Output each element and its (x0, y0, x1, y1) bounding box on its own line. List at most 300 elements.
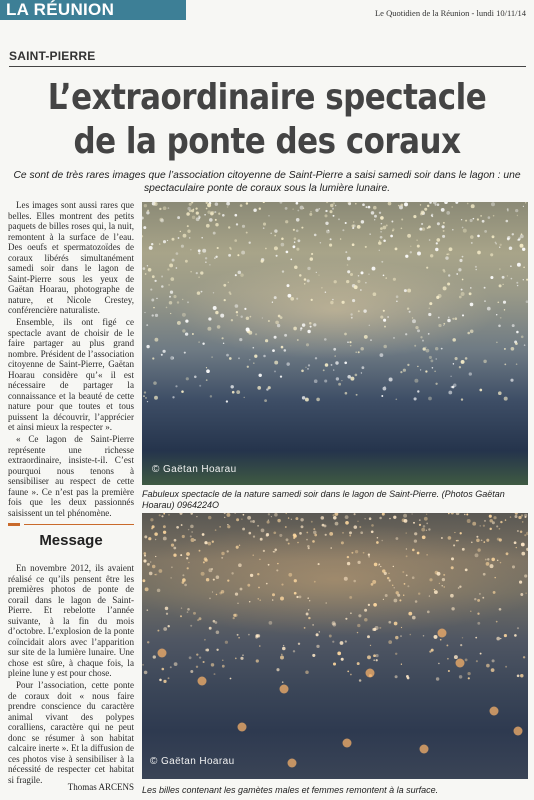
spawn-particle (401, 227, 403, 229)
spawn-particle (177, 321, 181, 325)
spawn-particle (233, 617, 235, 619)
spawn-particle (362, 203, 365, 206)
spawn-particle (236, 390, 240, 394)
spawn-particle (383, 345, 387, 349)
spawn-particle (426, 514, 427, 515)
spawn-particle (260, 538, 263, 541)
spawn-particle (351, 317, 353, 319)
spawn-particle (499, 247, 500, 248)
spawn-particle (350, 313, 352, 315)
spawn-particle (170, 666, 172, 668)
spawn-particle (276, 668, 279, 671)
spawn-particle (226, 400, 228, 402)
spawn-particle (161, 515, 163, 517)
spawn-particle (305, 398, 309, 402)
spawn-particle (367, 635, 370, 638)
spawn-particle (345, 222, 347, 224)
spawn-particle (438, 324, 441, 327)
body-column-1 (8, 200, 134, 519)
spawn-particle (213, 579, 215, 581)
spawn-particle (235, 592, 238, 595)
spawn-particle (161, 285, 164, 288)
spawn-particle (217, 247, 219, 249)
spawn-particle (246, 317, 249, 320)
spawn-particle (500, 244, 502, 246)
spawn-particle (249, 359, 250, 360)
spawn-particle (145, 397, 147, 399)
spawn-particle (479, 389, 482, 392)
spawn-particle (470, 611, 471, 612)
spawn-particle (431, 360, 434, 363)
spawn-particle (293, 245, 296, 248)
spawn-particle (407, 364, 409, 366)
spawn-particle (153, 655, 156, 658)
spawn-particle (144, 391, 146, 393)
spawn-particle (354, 513, 356, 515)
spawn-particle (189, 656, 192, 659)
spawn-particle (434, 590, 438, 594)
spawn-particle (219, 526, 220, 527)
spawn-particle (431, 215, 433, 217)
spawn-particle (515, 342, 518, 345)
spawn-particle (142, 664, 144, 666)
spawn-particle (504, 363, 506, 365)
spawn-particle (440, 639, 442, 641)
spawn-particle (477, 218, 479, 220)
spawn-particle (353, 221, 354, 222)
spawn-particle (439, 583, 440, 584)
spawn-particle (436, 296, 439, 299)
spawn-particle (147, 265, 148, 266)
spawn-particle (240, 657, 243, 660)
spawn-particle (240, 204, 243, 207)
spawn-particle (489, 528, 491, 530)
spawn-particle (467, 672, 470, 675)
spawn-particle (443, 230, 445, 232)
spawn-particle (240, 588, 243, 591)
spawn-particle (476, 660, 478, 662)
spawn-particle (236, 223, 238, 225)
spawn-particle (323, 369, 325, 371)
spawn-particle (155, 314, 158, 317)
spawn-particle (308, 609, 309, 610)
spawn-particle (222, 214, 225, 217)
article-lead: Ce sont de très rares images que l’association citoyenne de Saint-Pierre a saisi samedi soir dans le lagon : une spectaculaire ponte de coraux sous la lumière lunaire. (13, 170, 521, 194)
spawn-particle (169, 296, 171, 298)
spawn-particle (402, 571, 404, 573)
spawn-particle (182, 581, 185, 584)
spawn-particle (520, 674, 523, 677)
spawn-particle (383, 239, 386, 242)
spawn-particle (347, 341, 349, 343)
spawn-particle (386, 224, 388, 226)
spawn-particle (475, 553, 479, 557)
spawn-particle (470, 287, 472, 289)
spawn-particle (499, 268, 500, 269)
spawn-particle (189, 237, 191, 239)
spawn-particle (379, 212, 381, 214)
spawn-particle (504, 348, 506, 350)
spawn-particle (522, 248, 525, 251)
spawn-particle (370, 339, 372, 341)
spawn-particle (443, 586, 444, 587)
spawn-particle (510, 516, 511, 517)
spawn-particle (293, 650, 295, 652)
spawn-particle (180, 615, 182, 617)
spawn-particle (190, 513, 192, 515)
spawn-particle (366, 669, 375, 678)
spawn-particle (202, 249, 206, 253)
spawn-particle (380, 231, 382, 233)
kicker-rule (9, 66, 526, 67)
spawn-particle (305, 367, 306, 368)
spawn-particle (376, 541, 379, 544)
spawn-particle (193, 612, 196, 615)
spawn-particle (497, 560, 498, 561)
spawn-particle (429, 239, 431, 241)
spawn-particle (286, 251, 289, 254)
spawn-particle (382, 513, 385, 516)
spawn-particle (174, 539, 177, 542)
spawn-particle (209, 598, 211, 600)
spawn-particle (352, 225, 355, 228)
spawn-particle (524, 574, 527, 577)
spawn-particle (393, 516, 396, 519)
spawn-particle (209, 264, 211, 266)
spawn-particle (448, 536, 452, 540)
spawn-particle (432, 367, 434, 369)
spawn-particle (477, 599, 480, 602)
spawn-particle (486, 539, 489, 542)
spawn-particle (144, 312, 145, 313)
spawn-particle (167, 625, 169, 627)
spawn-particle (492, 235, 495, 238)
spawn-particle (420, 745, 429, 754)
spawn-particle (228, 226, 230, 228)
spawn-particle (307, 597, 309, 599)
spawn-particle (302, 323, 305, 326)
spawn-particle (290, 259, 292, 261)
spawn-particle (373, 206, 377, 210)
spawn-particle (150, 289, 152, 291)
spawn-particle (300, 206, 304, 210)
spawn-particle (404, 583, 406, 585)
spawn-particle (276, 255, 278, 257)
spawn-particle (422, 535, 426, 539)
article-kicker: SAINT-PIERRE (9, 49, 96, 63)
spawn-particle (147, 401, 148, 402)
spawn-particle (174, 662, 178, 666)
spawn-particle (448, 391, 452, 395)
spawn-particle (286, 513, 287, 514)
spawn-particle (420, 336, 422, 338)
spawn-particle (320, 242, 321, 243)
spawn-particle (325, 222, 328, 225)
spawn-particle (410, 246, 411, 247)
spawn-particle (414, 397, 417, 400)
spawn-particle (392, 585, 394, 587)
spawn-particle (155, 338, 159, 342)
spawn-particle (381, 261, 383, 263)
spawn-particle (222, 337, 224, 339)
spawn-particle (236, 314, 238, 316)
spawn-particle (345, 392, 348, 395)
spawn-particle (363, 309, 366, 312)
spawn-particle (404, 519, 408, 523)
spawn-particle (187, 207, 190, 210)
spawn-particle (348, 202, 351, 205)
spawn-particle (218, 213, 220, 215)
spawn-particle (442, 578, 445, 581)
spawn-particle (149, 572, 153, 576)
spawn-particle (461, 292, 465, 296)
spawn-particle (247, 366, 249, 368)
spawn-particle (326, 230, 330, 234)
spawn-particle (236, 546, 239, 549)
spawn-particle (358, 275, 360, 277)
spawn-particle (357, 662, 360, 665)
spawn-particle (471, 242, 473, 244)
spawn-particle (491, 202, 495, 206)
spawn-particle (329, 244, 332, 247)
spawn-particle (198, 252, 200, 254)
spawn-particle (330, 547, 332, 549)
spawn-particle (479, 593, 481, 595)
spawn-particle (465, 569, 468, 572)
spawn-particle (187, 608, 190, 611)
spawn-particle (332, 299, 334, 301)
spawn-particle (419, 519, 421, 521)
spawn-particle (185, 319, 188, 322)
spawn-particle (299, 274, 302, 277)
spawn-particle (421, 528, 425, 532)
spawn-particle (503, 301, 506, 304)
spawn-particle (167, 268, 169, 270)
spawn-particle (401, 664, 402, 665)
spawn-particle (438, 663, 439, 664)
spawn-particle (454, 532, 455, 533)
spawn-particle (459, 675, 462, 678)
spawn-particle (250, 316, 252, 318)
spawn-particle (274, 361, 278, 365)
spawn-particle (370, 645, 371, 646)
spawn-particle (282, 270, 284, 272)
spawn-particle (298, 643, 300, 645)
spawn-particle (383, 319, 386, 322)
spawn-particle (523, 206, 524, 207)
spawn-particle (342, 532, 343, 533)
spawn-particle (398, 205, 400, 207)
subhead-title: Message (39, 532, 103, 549)
spawn-particle (202, 343, 204, 345)
spawn-particle (181, 607, 182, 608)
spawn-particle (469, 372, 472, 375)
spawn-particle (223, 284, 226, 287)
spawn-particle (335, 205, 337, 207)
spawn-particle (374, 219, 375, 220)
spawn-particle (161, 668, 164, 671)
spawn-particle (294, 592, 297, 595)
spawn-particle (297, 239, 300, 242)
spawn-particle (300, 327, 302, 329)
spawn-particle (360, 347, 364, 351)
spawn-particle (147, 641, 149, 643)
spawn-particle (173, 547, 176, 550)
spawn-particle (380, 227, 383, 230)
spawn-particle (168, 207, 170, 209)
spawn-particle (465, 220, 467, 222)
spawn-particle (496, 637, 500, 641)
spawn-particle (509, 247, 513, 251)
spawn-particle (162, 350, 165, 353)
spawn-particle (180, 231, 181, 232)
spawn-particle (494, 577, 495, 578)
spawn-particle (388, 573, 389, 574)
spawn-particle (344, 361, 347, 364)
spawn-particle (204, 557, 207, 560)
spawn-particle (414, 539, 417, 542)
spawn-particle (189, 203, 192, 206)
spawn-particle (437, 222, 440, 225)
spawn-particle (194, 376, 197, 379)
spawn-particle (196, 666, 198, 668)
spawn-particle (210, 211, 214, 215)
spawn-particle (425, 347, 426, 348)
spawn-particle (242, 528, 245, 531)
spawn-particle (165, 607, 168, 610)
spawn-particle (239, 338, 242, 341)
spawn-particle (472, 522, 476, 526)
spawn-particle (255, 333, 257, 335)
spawn-particle (176, 526, 179, 529)
spawn-particle (151, 299, 154, 302)
spawn-particle (405, 255, 408, 258)
spawn-particle (325, 210, 327, 212)
spawn-particle (524, 344, 526, 346)
spawn-particle (469, 292, 472, 295)
spawn-particle (450, 376, 451, 377)
spawn-particle (187, 225, 189, 227)
spawn-particle (344, 333, 347, 336)
spawn-particle (190, 271, 191, 272)
spawn-particle (355, 203, 357, 205)
spawn-particle (373, 603, 377, 607)
spawn-particle (159, 569, 163, 573)
spawn-particle (500, 521, 502, 523)
spawn-particle (349, 341, 351, 343)
spawn-particle (238, 637, 240, 639)
spawn-particle (436, 242, 438, 244)
spawn-particle (143, 395, 144, 396)
spawn-particle (429, 302, 432, 305)
spawn-particle (198, 341, 200, 343)
spawn-particle (281, 238, 284, 241)
spawn-particle (422, 340, 424, 342)
spawn-particle (182, 299, 183, 300)
spawn-particle (407, 234, 411, 238)
spawn-particle (199, 385, 201, 387)
spawn-particle (196, 217, 200, 221)
spawn-particle (209, 627, 212, 630)
spawn-particle (346, 280, 349, 283)
spawn-particle (144, 671, 148, 675)
spawn-particle (426, 349, 430, 353)
spawn-particle (442, 585, 443, 586)
spawn-particle (223, 343, 224, 344)
spawn-particle (206, 224, 210, 228)
spawn-particle (241, 251, 245, 255)
spawn-particle (496, 342, 497, 343)
spawn-particle (368, 556, 370, 558)
spawn-particle (163, 531, 166, 534)
spawn-particle (299, 596, 302, 599)
spawn-particle (236, 518, 239, 521)
spawn-particle (347, 562, 350, 565)
spawn-particle (159, 208, 161, 210)
spawn-particle (434, 635, 438, 639)
spawn-particle (263, 355, 266, 358)
spawn-particle (505, 220, 508, 223)
spawn-particle (145, 273, 147, 275)
spawn-particle (297, 542, 299, 544)
spawn-particle (350, 273, 353, 276)
spawn-particle (177, 216, 180, 219)
spawn-particle (163, 525, 166, 528)
spawn-particle (314, 379, 318, 383)
spawn-particle (222, 665, 225, 668)
spawn-particle (247, 584, 250, 587)
spawn-particle (406, 532, 407, 533)
spawn-particle (154, 532, 158, 536)
spawn-particle (349, 535, 351, 537)
spawn-particle (234, 214, 237, 217)
spawn-particle (248, 331, 252, 335)
spawn-particle (215, 223, 218, 226)
spawn-particle (401, 627, 402, 628)
spawn-particle (428, 397, 432, 401)
spawn-particle (410, 251, 412, 253)
spawn-particle (381, 540, 383, 542)
spawn-particle (517, 263, 521, 267)
spawn-particle (163, 206, 167, 210)
spawn-particle (390, 235, 393, 238)
spawn-particle (243, 514, 245, 516)
spawn-particle (170, 313, 171, 314)
spawn-particle (473, 218, 475, 220)
spawn-particle (237, 254, 239, 256)
spawn-particle (257, 525, 259, 527)
spawn-particle (452, 318, 454, 320)
spawn-particle (307, 545, 310, 548)
spawn-particle (476, 539, 480, 543)
spawn-particle (434, 371, 436, 373)
spawn-particle (507, 210, 508, 211)
spawn-particle (412, 549, 415, 552)
spawn-particle (426, 554, 427, 555)
spawn-particle (347, 671, 349, 673)
spawn-particle (330, 238, 332, 240)
spawn-particle (297, 339, 299, 341)
spawn-particle (246, 328, 250, 332)
spawn-particle (264, 399, 267, 402)
spawn-particle (335, 361, 338, 364)
spawn-particle (234, 239, 237, 242)
spawn-particle (213, 232, 216, 235)
spawn-particle (467, 332, 470, 335)
spawn-particle (461, 219, 462, 220)
spawn-particle (446, 644, 448, 646)
spawn-particle (316, 398, 320, 402)
